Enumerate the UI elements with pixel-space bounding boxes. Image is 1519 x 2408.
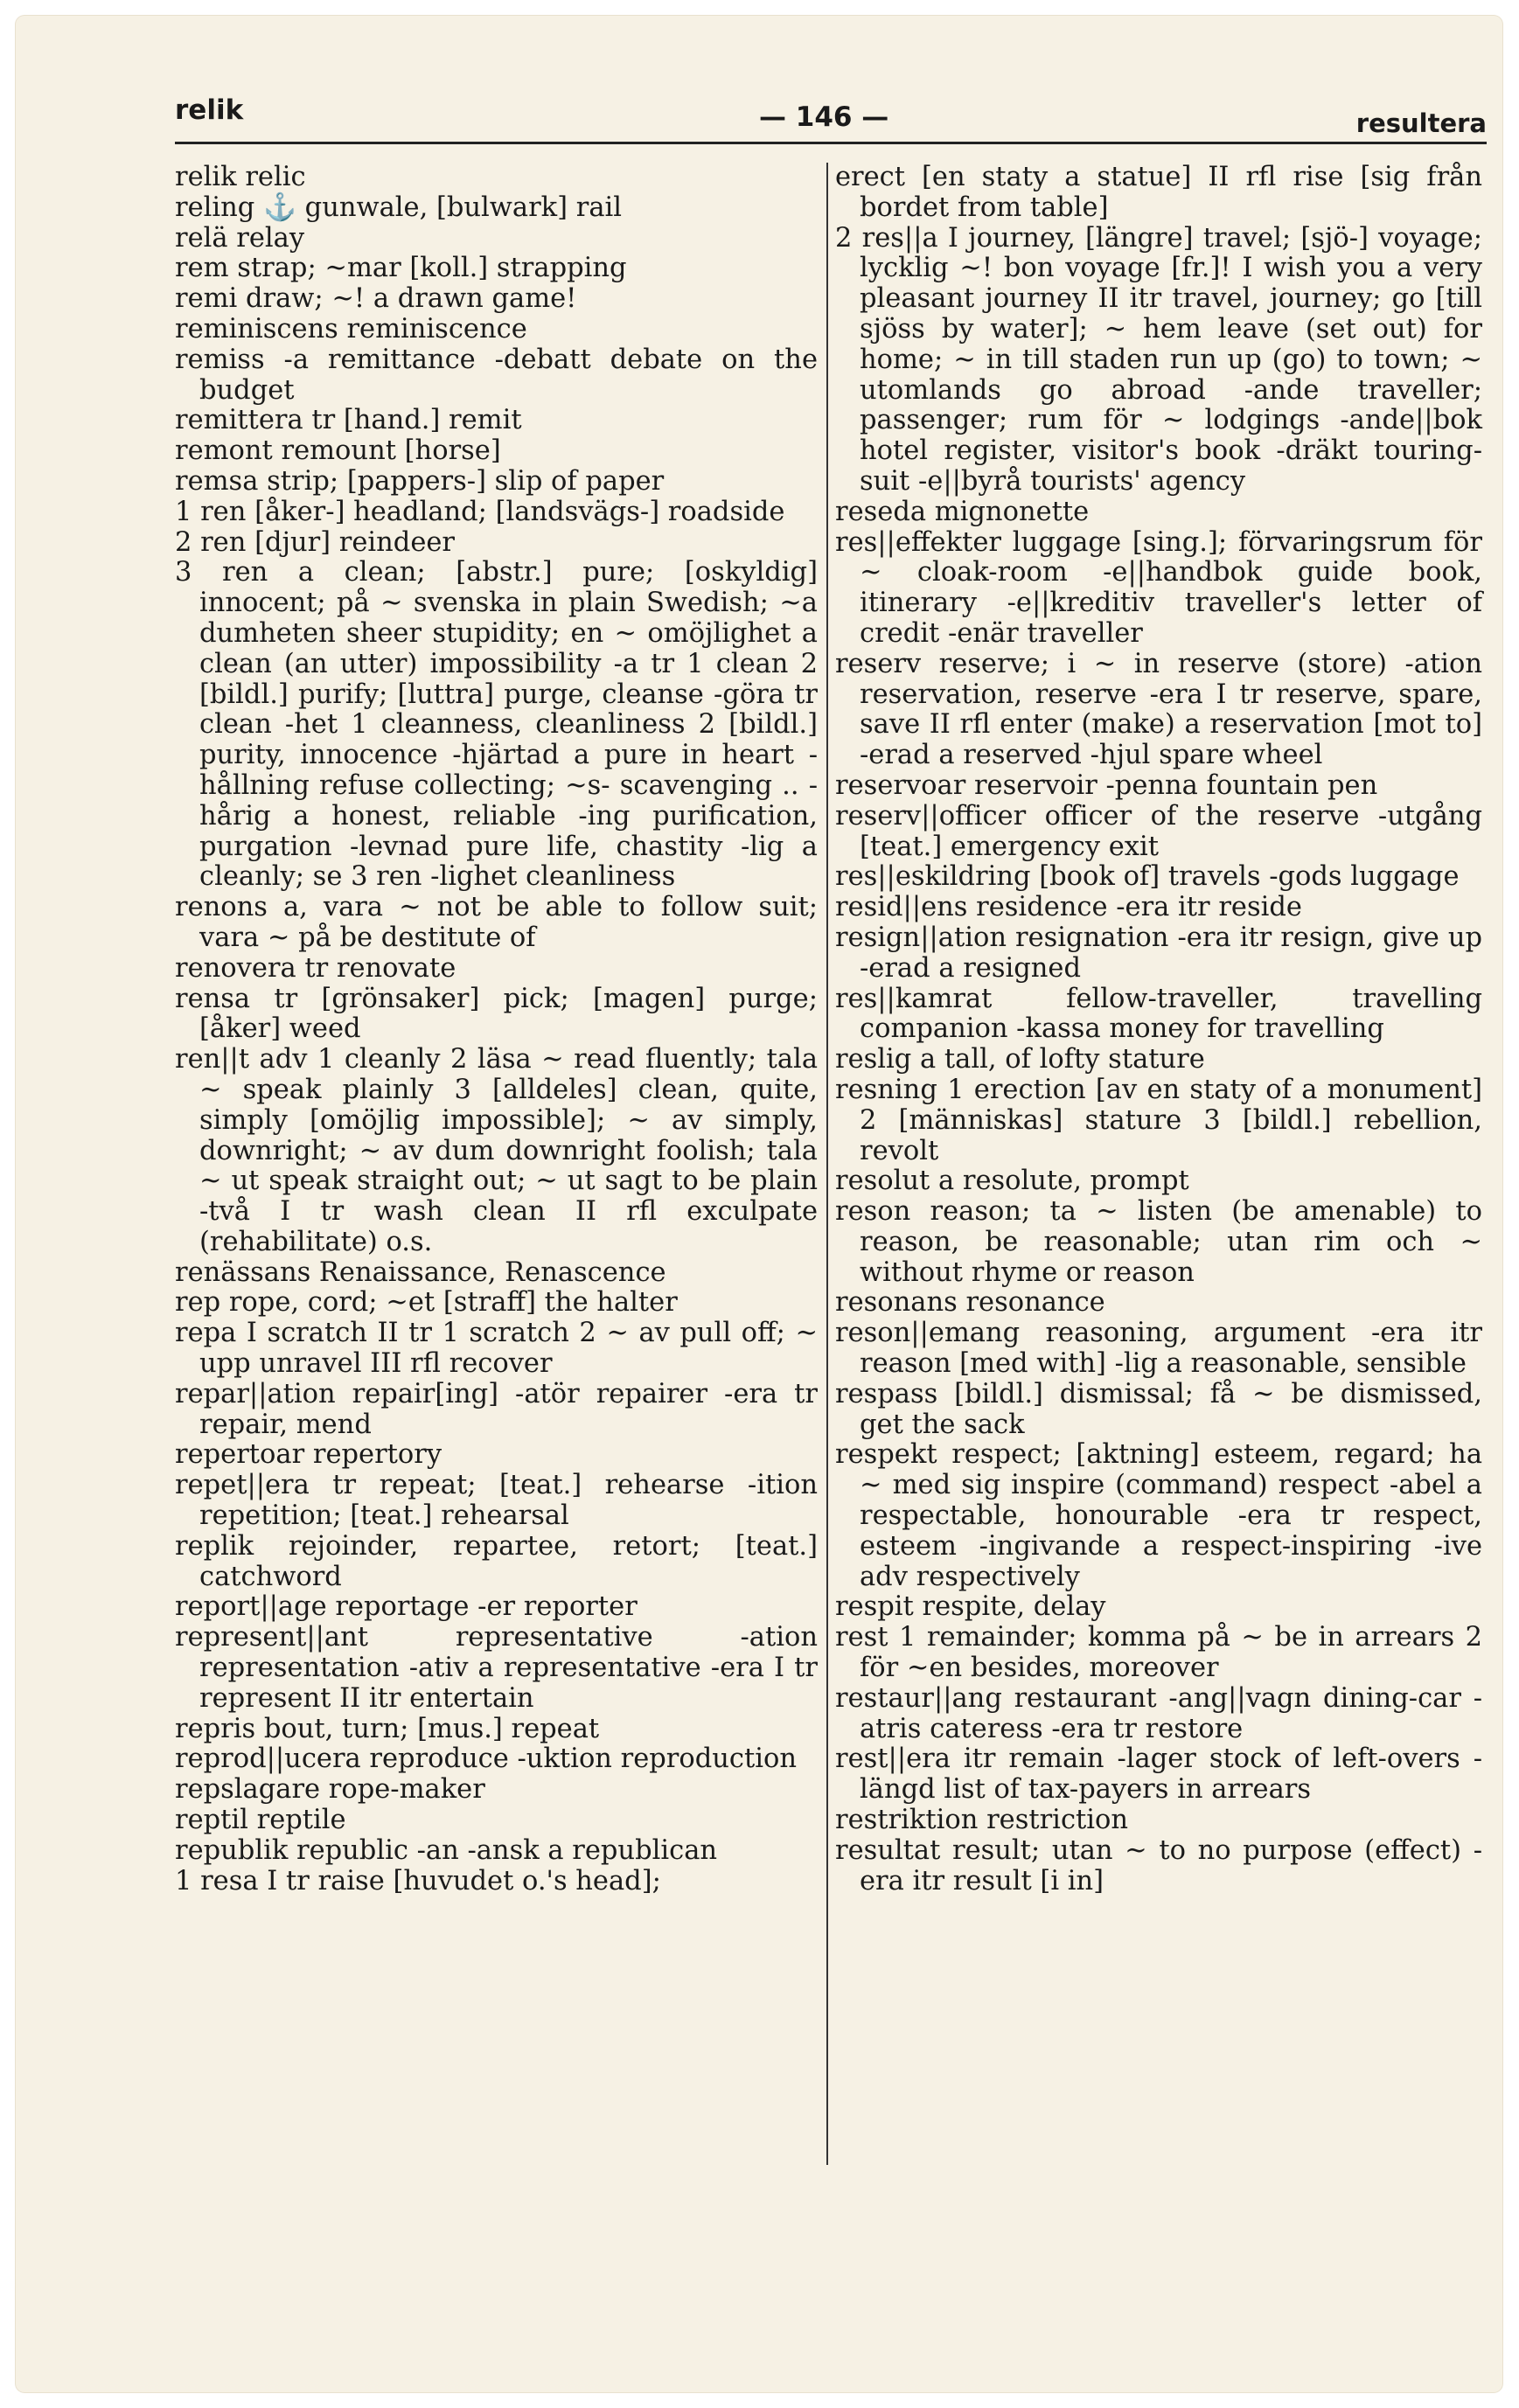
dictionary-entry: 2 ren [djur] reindeer bbox=[175, 526, 455, 558]
dictionary-entry: repris bout, turn; [mus.] repeat bbox=[175, 1713, 600, 1744]
dictionary-entry: resign||ation resignation -era itr resign, give up -erad a resigned bbox=[835, 922, 1482, 984]
dictionary-entry: restriktion restriction bbox=[835, 1805, 1129, 1836]
dictionary-entry: repertoar repertory bbox=[175, 1439, 442, 1471]
dictionary-entry: repet||era tr repeat; [teat.] rehearse -ition repetition; [teat.] rehearsal bbox=[175, 1470, 818, 1532]
right-column bbox=[835, 163, 1482, 1896]
dictionary-entry: rest 1 remainder; komma på ~ be in arrears 2 för ~en besides, moreover bbox=[835, 1622, 1482, 1684]
left-column bbox=[175, 163, 818, 1896]
left-guide-word: relik bbox=[175, 94, 244, 126]
dictionary-entry: resonans resonance bbox=[835, 1287, 1105, 1319]
dictionary-entry: restaur||ang restaurant -ang||vagn dining-car -atris cateress -era tr restore bbox=[835, 1682, 1482, 1744]
dictionary-entry: remiss -a remittance -debatt debate on the budget bbox=[175, 344, 818, 406]
dictionary-entry: reson reason; ta ~ listen (be amenable) to reason, be reasonable; utan rim och ~ without rhyme or reason bbox=[835, 1196, 1482, 1288]
dictionary-entry: repar||ation repair[ing] -atör repairer -era tr repair, mend bbox=[175, 1378, 818, 1440]
dictionary-entry: reslig a tall, of lofty stature bbox=[835, 1044, 1205, 1075]
dictionary-entry: rep rope, cord; ~et [straff] the halter bbox=[175, 1287, 678, 1319]
dictionary-entry: 1 resa I tr raise [huvudet o.'s head]; bbox=[175, 1865, 661, 1896]
dictionary-entry: 3 ren a clean; [abstr.] pure; [oskyldig] innocent; på ~ svenska in plain Swedish; ~a dumheten sheer stupidity; en ~ omöjlighet a clean (an utter) impossibility -a tr 1 clean 2 [bildl.] purify; [luttra] purge, cleanse -göra tr clean -het 1 cleanness, cleanliness 2 [bildl.] purity, innocence -hjärtad a pure in heart -hållning refuse collecting; ~s- scavenging .. -hårig a honest, reliable -ing purification, purgation -levnad pure life, chastity -lig a cleanly; se 3 ren -lighet cleanliness bbox=[175, 557, 818, 893]
dictionary-entry: res||effekter luggage [sing.]; förvaringsrum för ~ cloak-room -e||handbok guide book, itinerary -e||kreditiv traveller's letter of credit -enär traveller bbox=[835, 526, 1482, 649]
right-guide-word: resultera bbox=[1355, 108, 1487, 138]
dictionary-entry: res||eskildring [book of] travels -gods luggage bbox=[835, 861, 1460, 893]
dictionary-entry: remi draw; ~! a drawn game! bbox=[175, 283, 577, 315]
dictionary-entry: 2 res||a I journey, [längre] travel; [sjö-] voyage; lycklig ~! bon voyage [fr.]! I wish you a very pleasant journey II itr travel, journey; go [till sjöss by water]; ~ hem leave (set out) for home; ~ in till staden run up (go) to town; ~ utomlands go abroad -ande traveller; passenger; rum för ~ lodgings -ande||bok hotel register, visitor's book -dräkt touring-suit -e||byrå tourists' agency bbox=[835, 222, 1482, 497]
dictionary-entry: ren||t adv 1 cleanly 2 läsa ~ read fluently; tala ~ speak plainly 3 [alldeles] clean, quite, simply [omöjlig impossible]; ~ av simply, downright; ~ av dum downright foolish; tala ~ ut speak straight out; ~ ut sagt to be plain -två I tr wash clean II rfl exculpate (rehabilitate) o.s. bbox=[175, 1044, 818, 1257]
dictionary-entry: resolut a resolute, prompt bbox=[835, 1166, 1189, 1197]
dictionary-entry: rest||era itr remain -lager stock of left-overs -längd list of tax-payers in arrears bbox=[835, 1743, 1482, 1806]
dictionary-entry: renons a, vara ~ not be able to follow suit; vara ~ på be destitute of bbox=[175, 892, 818, 953]
dictionary-entry: res||kamrat fellow-traveller, travelling companion -kassa money for travelling bbox=[835, 983, 1482, 1045]
dictionary-entry: resning 1 erection [av en staty of a monument] 2 [människas] stature 3 [bildl.] rebellion, revolt bbox=[835, 1074, 1482, 1166]
dictionary-entry: remittera tr [hand.] remit bbox=[175, 405, 522, 436]
dictionary-entry: reserv||officer officer of the reserve -utgång [teat.] emergency exit bbox=[835, 800, 1482, 862]
dictionary-entry: repslagare rope-maker bbox=[175, 1774, 485, 1806]
dictionary-entry: resultat result; utan ~ to no purpose (effect) -era itr result [i in] bbox=[835, 1834, 1482, 1896]
dictionary-entry: reminiscens reminiscence bbox=[175, 313, 527, 344]
dictionary-entry: respekt respect; [aktning] esteem, regard; ha ~ med sig inspire (command) respect -abel a respectable, honourable -era tr respect, esteem -ingivande a respect-inspiring -ive adv respectively bbox=[835, 1439, 1482, 1592]
dictionary-entry: renässans Renaissance, Renascence bbox=[175, 1256, 666, 1288]
header-rule bbox=[175, 142, 1487, 144]
dictionary-entry: rensa tr [grönsaker] pick; [magen] purge; [åker] weed bbox=[175, 983, 818, 1045]
dictionary-entry: relä relay bbox=[175, 222, 305, 254]
dictionary-entry: relik relic bbox=[175, 162, 306, 192]
dictionary-entry: renovera tr renovate bbox=[175, 952, 456, 984]
dictionary-entry: report||age reportage -er reporter bbox=[175, 1591, 638, 1623]
dictionary-entry: 1 ren [åker-] headland; [landsvägs-] roadside bbox=[175, 496, 785, 527]
dictionary-entry: remsa strip; [pappers-] slip of paper bbox=[175, 465, 665, 497]
dictionary-entry: republik republic -an -ansk a republican bbox=[175, 1834, 718, 1866]
dictionary-entry: reservoar reservoir -penna fountain pen bbox=[835, 769, 1378, 801]
dictionary-entry: reprod||ucera reproduce -uktion reproduction bbox=[175, 1743, 798, 1775]
dictionary-entry: respit respite, delay bbox=[835, 1591, 1106, 1623]
dictionary-entry: reseda mignonette bbox=[835, 496, 1090, 527]
dictionary-entry: resid||ens residence -era itr reside bbox=[835, 892, 1302, 923]
page-number: — 146 — bbox=[759, 101, 889, 133]
page-header bbox=[175, 84, 1487, 145]
dictionary-entry: respass [bildl.] dismissal; få ~ be dismissed, get the sack bbox=[835, 1378, 1482, 1440]
column-divider bbox=[826, 163, 828, 2165]
dictionary-entry: remont remount [horse] bbox=[175, 435, 501, 467]
dictionary-entry: reptil reptile bbox=[175, 1805, 346, 1836]
dictionary-entry: reson||emang reasoning, argument -era itr reason [med with] -lig a reasonable, sensible bbox=[835, 1318, 1482, 1380]
dictionary-entry: reling ⚓ gunwale, [bulwark] rail bbox=[175, 191, 623, 223]
dictionary-entry: repa I scratch II tr 1 scratch 2 ~ av pull off; ~ upp unravel III rfl recover bbox=[175, 1318, 818, 1380]
dictionary-entry: erect [en staty a statue] II rfl rise [sig från bordet from table] bbox=[835, 162, 1482, 223]
dictionary-entry: rem strap; ~mar [koll.] strapping bbox=[175, 253, 627, 284]
dictionary-entry: replik rejoinder, repartee, retort; [teat.] catchword bbox=[175, 1530, 818, 1592]
dictionary-entry: reserv reserve; i ~ in reserve (store) -ation reservation, reserve -era I tr reserve, spare, save II rfl enter (make) a reservation [mot to] -erad a reserved -hjul spare wheel bbox=[835, 648, 1482, 771]
dictionary-entry: represent||ant representative -ation representation -ativ a representative -era I tr represent II itr entertain bbox=[175, 1622, 818, 1714]
